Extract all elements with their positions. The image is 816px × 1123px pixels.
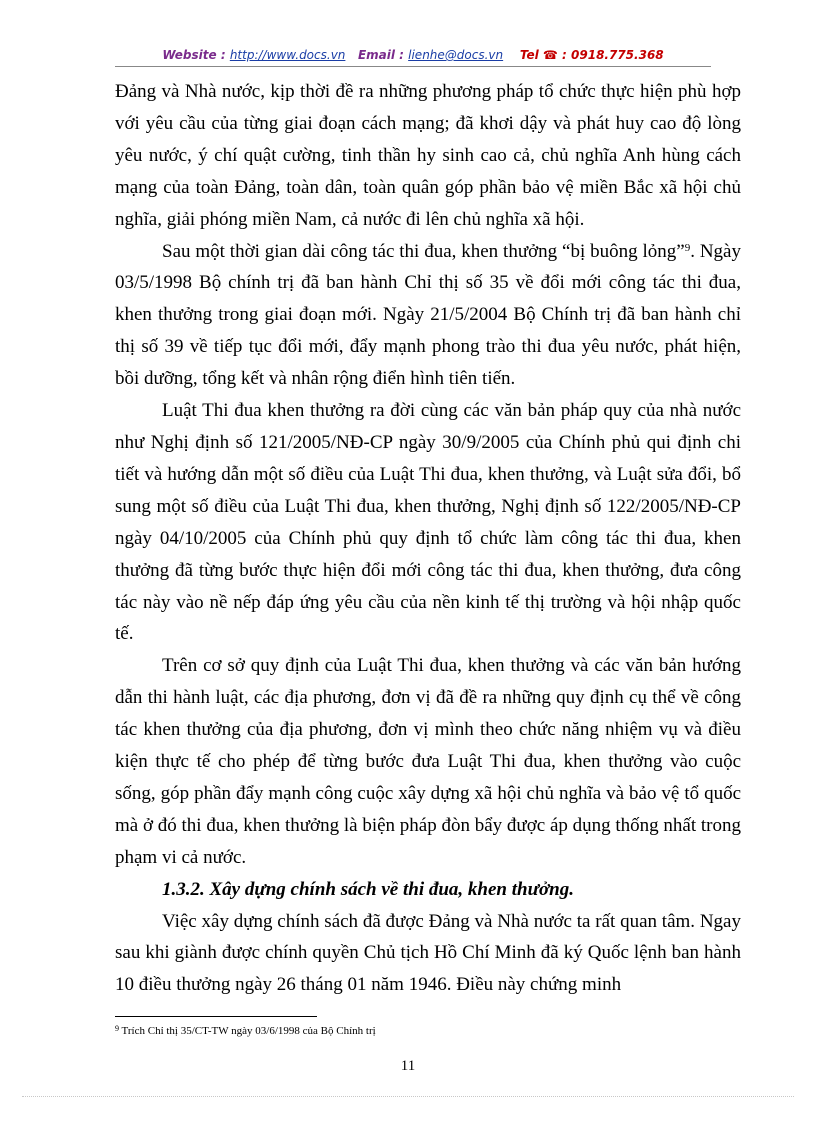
email-separator: : [394, 48, 409, 62]
footnote [115, 1024, 741, 1038]
footnote-reference[interactable]: 9 [684, 241, 691, 254]
page-number: 11 [400, 1058, 416, 1074]
paragraph-2-text-a: Sau một thời gian dài công tác thi đua, khen thưởng “bị buông lỏng” [162, 240, 685, 262]
paragraph-1: Đảng và Nhà nước, kịp thời đề ra những phương pháp tổ chức thực hiện phù hợp với yêu cầu của từng giai đoạn cách mạng; đã khơi dậy và phát huy cao độ lòng yêu nước, ý chí quật cường, tinh thần hy sinh cao cả, chủ nghĩa Anh hùng cách mạng của toàn Đảng, toàn dân, toàn quân góp phần bảo vệ miền Bắc xã hội chủ nghĩa, giải phóng miền Nam, cả nước đi lên chủ nghĩa xã hội. [115, 81, 741, 230]
paragraph-5: Việc xây dựng chính sách đã được Đảng và Nhà nước ta rất quan tâm. Ngay sau khi giành được chính quyền Chủ tịch Hồ Chí Minh đã ký Quốc lệnh ban hành 10 điều thưởng ngày 26 tháng 01 năm 1946. Điều này chứng minh [115, 910, 741, 996]
email-label: Email [357, 48, 395, 62]
paragraph-2 [115, 236, 741, 396]
footnote-text: Trích Chỉ thị 35/CT-TW ngày 03/6/1998 của Bộ Chính trị [119, 1025, 376, 1037]
email-link[interactable]: lienhe@docs.vn [408, 48, 504, 62]
tel-label: Tel [519, 48, 539, 62]
footnote-number: 9 [115, 1024, 119, 1033]
section-heading: 1.3.2. Xây dựng chính sách về thi đua, khen thưởng. [162, 878, 574, 900]
paragraph-4: Trên cơ sở quy định của Luật Thi đua, khen thưởng và các văn bản hướng dẫn thi hành luật, các địa phương, đơn vị đã đề ra những quy định cụ thể về công tác khen thưởng của địa phương, đơn vị mình theo chức năng nhiệm vụ và điều kiện thực tế cho phép để từng bước đưa Luật Thi đua, khen thưởng vào cuộc sống, góp phần đẩy mạnh công cuộc xây dựng xã hội chủ nghĩa và bảo vệ tổ quốc mà ở đó thi đua, khen thưởng là biện pháp đòn bẩy được áp dụng thống nhất trong phạm vi cả nước. [115, 655, 741, 868]
phone-icon: ☎ [542, 48, 558, 62]
tel-value: : 0918.775.368 [557, 48, 664, 62]
paragraph-2-text-b: . Ngày 03/5/1998 Bộ chính trị đã ban hành Chỉ thị số 35 về đổi mới công tác thi đua, khen thưởng trong giai đoạn mới. Ngày 21/5/2004 Bộ Chính trị đã ban hành chỉ thị số 39 về tiếp tục đổi mới, đẩy mạnh phong trào thi đua yêu nước, phát hiện, bồi dưỡng, tổng kết và nhân rộng điển hình tiên tiến. [115, 240, 741, 390]
page-header [115, 46, 711, 64]
website-separator: : [216, 48, 230, 62]
header-divider [115, 66, 711, 67]
website-link[interactable]: http://www.docs.vn [229, 48, 346, 62]
page-bottom-border [22, 1096, 794, 1097]
document-body [115, 76, 741, 1001]
website-label: Website [162, 48, 217, 62]
paragraph-3: Luật Thi đua khen thưởng ra đời cùng các văn bản pháp quy của nhà nước như Nghị định số 121/2005/NĐ-CP ngày 30/9/2005 của Chính phủ qui định chi tiết và hướng dẫn một số điều của Luật Thi đua, khen thưởng, và Luật sửa đổi, bổ sung một số điều của Luật Thi đua, khen thưởng, Nghị định số 122/2005/NĐ-CP ngày 04/10/2005 của Chính phủ quy định tổ chức làm công tác thi đua, khen thưởng đã từng bước thực hiện đổi mới công tác thi đua, khen thưởng, đưa công tác này vào nề nếp đáp ứng yêu cầu của nền kinh tế thị trường và hội nhập quốc tế. [115, 400, 741, 645]
footnote-separator [115, 1016, 317, 1017]
